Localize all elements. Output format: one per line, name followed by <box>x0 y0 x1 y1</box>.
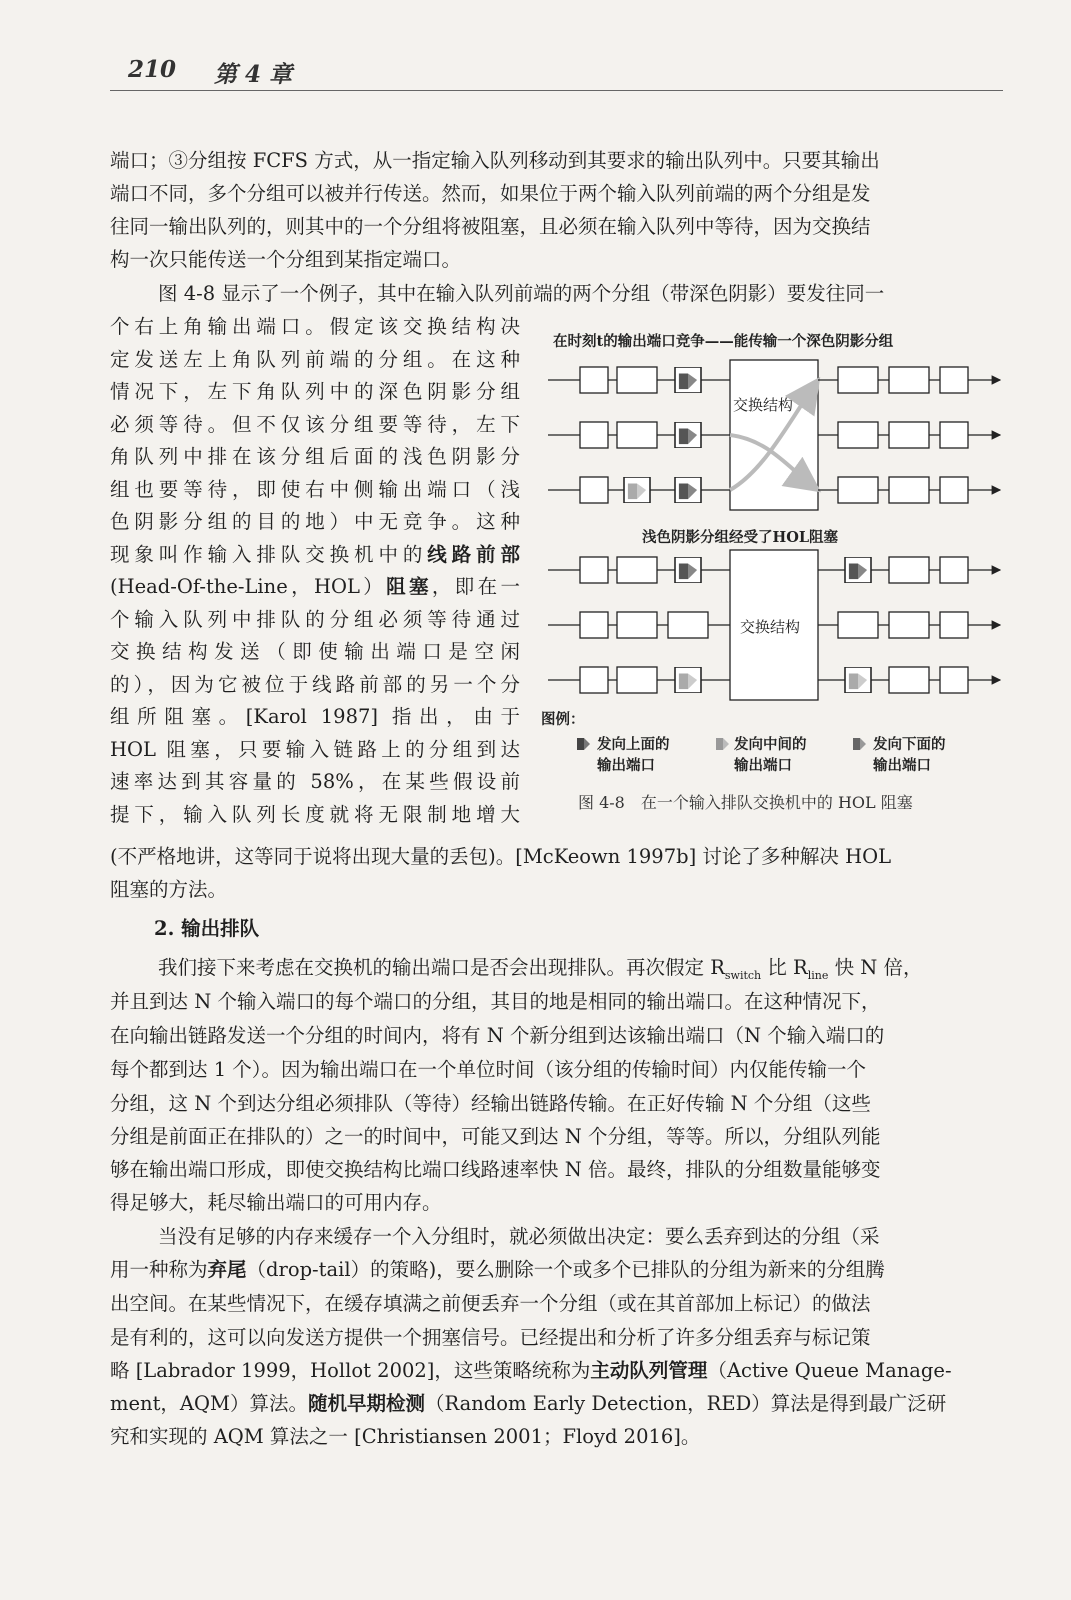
term-hol: 线路前部 <box>427 542 520 566</box>
para4-line-3: 出空间。在某些情况下，在缓存填满之前便丢弃一个分组（或在其首部加上标记）的做法 <box>110 1292 871 1315</box>
bottom-fabric-label: 交换结构 <box>740 618 801 636</box>
wrap-line: 角队列中排在该分组后面的浅色阴影分 <box>110 445 520 468</box>
chapter-header: 第 4 章 <box>214 61 293 88</box>
page-number: 210 <box>128 56 177 83</box>
term-red: 随机早期检测 <box>307 1392 425 1415</box>
para1-line-1: 端口；③分组按 FCFS 方式，从一指定输入队列移动到其要求的输出队列中。只要其输出 <box>110 149 880 172</box>
para3-line-4: 每个都到达 1 个）。因为输出端口在一个单位时间（该分组的传输时间）内仅能传输一个 <box>110 1058 867 1081</box>
svg-text:输出端口: 输出端口 <box>734 757 792 774</box>
top-output-queue-1 <box>818 367 1000 393</box>
para3-line-7: 够在输出端口形成，即使交换结构比端口线路速率快 N 倍。最终，排队的分组数量能够变 <box>110 1158 881 1181</box>
top-input-queue-3 <box>548 477 730 503</box>
legend-upper <box>577 735 670 774</box>
wrap-line: 定发送左上角队列前端的分组。在这种 <box>110 347 520 371</box>
top-output-queue-2 <box>818 422 1000 448</box>
para1-line-4: 构一次只能传送一个分组到某指定端口。 <box>110 248 462 271</box>
section-heading: 2. 输出排队 <box>154 917 260 940</box>
term-blocking: 阻塞 <box>386 575 432 598</box>
wrap-line: 个右上角输出端口。假定该交换结构决 <box>110 315 520 338</box>
term-drop-tail: 弃尾 <box>207 1258 247 1281</box>
svg-text:发向下面的: 发向下面的 <box>873 736 946 753</box>
top-input-queue-2 <box>548 422 730 448</box>
bottom-output-queue-1 <box>818 557 1000 583</box>
hol-blocking-figure <box>530 322 1010 822</box>
para3-line-5: 分组，这 N 个到达分组必须排队（等待）经输出链路传输。在正好传输 N 个分组（这些 <box>110 1092 871 1115</box>
figure-top-title: 在时刻t的输出端口竞争——能传输一个深色阴影分组 <box>553 333 894 350</box>
wrapped-text-column <box>110 311 520 831</box>
para3-line-2: 并且到达 N 个输入端口的每个端口的分组，其目的地是相同的输出端口。在这种情况下， <box>110 990 881 1013</box>
legend-lower <box>853 735 946 774</box>
bottom-input-queue-1 <box>548 557 730 583</box>
wrap-line: 个输入队列中排队的分组必须等待通过 <box>110 607 520 631</box>
wrap-line: 现象叫作输入排队交换机中的线路前部 <box>110 542 520 566</box>
svg-text:发向中间的: 发向中间的 <box>734 736 807 753</box>
para4-line-7: 究和实现的 AQM 算法之一 [Christiansen 2001；Floyd 2016]。 <box>110 1425 701 1448</box>
para4-line-6: ment，AQM）算法。随机早期检测（Random Early Detection，RED）算法是得到最广泛研 <box>110 1392 947 1415</box>
bottom-output-queue-3 <box>818 667 1000 693</box>
para2-first-line: 图 4-8 显示了一个例子，其中在输入队列前端的两个分组（带深色阴影）要发往同一 <box>158 282 885 305</box>
para3-line-6: 分组是前面正在排队的）之一的时间中，可能又到达 N 个分组，等等。所以，分组队列能 <box>110 1125 881 1148</box>
para4-line-4: 是有利的，这可以向发送方提供一个拥塞信号。已经提出和分析了许多分组丢弃与标记策 <box>110 1326 871 1349</box>
para4-line-2: 用一种称为弃尾（drop-tail）的策略)，要么删除一个或多个已排队的分组为新来的分组腾 <box>110 1258 885 1281</box>
wrap-line: 速率达到其容量的 58%，在某些假设前 <box>110 770 520 793</box>
wrap-line: 必须等待。但不仅该分组要等待，左下 <box>110 412 520 436</box>
svg-text:发向上面的: 发向上面的 <box>597 736 670 753</box>
para1-line-2: 端口不同，多个分组可以被并行传送。然而，如果位于两个输入队列前端的两个分组是发 <box>110 182 871 205</box>
wrap-line: 提下，输入队列长度就将无限制地增大 <box>110 802 520 826</box>
bottom-input-queue-2 <box>548 612 730 638</box>
para3-line-1: 我们接下来考虑在交换机的输出端口是否会出现排队。再次假定 $R_{switch}$ 比 $R_{line}$ 快 N 倍， <box>158 956 923 982</box>
header-rule <box>110 90 1003 91</box>
legend-title: 图例： <box>541 711 585 728</box>
para3-line-3: 在向输出链路发送一个分组的时间内，将有 N 个新分组到达该输出端口（N 个输入端口的 <box>110 1024 885 1047</box>
top-input-queue-1 <box>548 367 730 393</box>
top-fabric-label: 交换结构 <box>733 396 794 414</box>
wrap-line: 色阴影分组的目的地）中无竞争。这种 <box>110 510 520 533</box>
wrap-line: HOL 阻塞，只要输入链路上的分组到达 <box>110 737 520 761</box>
top-switch-fabric <box>730 360 818 510</box>
para4-line-1: 当没有足够的内存来缓存一个入分组时，就必须做出决定：要么丢弃到达的分组（采 <box>158 1225 880 1248</box>
svg-text:输出端口: 输出端口 <box>597 757 655 774</box>
para3-line-8: 得足够大，耗尽输出端口的可用内存。 <box>110 1191 442 1214</box>
wrap-line: 情况下，左下角队列中的深色阴影分组 <box>110 380 520 403</box>
term-aqm: 主动队列管理 <box>590 1359 708 1382</box>
wrap-line: 组也要等待，即使右中侧输出端口（浅 <box>110 477 520 501</box>
figure-mid-title: 浅色阴影分组经受了HOL阻塞 <box>642 529 839 546</box>
bottom-output-queue-2 <box>818 612 1000 638</box>
svg-text:输出端口: 输出端口 <box>873 757 931 774</box>
top-output-queue-3 <box>818 477 1000 503</box>
wrap-line: (Head-Of-the-Line，HOL）阻塞，即在一 <box>110 575 520 598</box>
para2-end-line-2: 阻塞的方法。 <box>110 878 228 901</box>
bottom-input-queue-3 <box>548 667 730 693</box>
figure-caption: 图 4-8 在一个输入排队交换机中的 HOL 阻塞 <box>578 793 913 812</box>
wrap-line: 的），因为它被位于线路前部的另一个分 <box>110 672 520 696</box>
para2-end-line-1: (不严格地讲，这等同于说将出现大量的丢包)。[McKeown 1997b] 讨论了多种解决 HOL <box>110 845 892 868</box>
legend-middle <box>716 735 807 774</box>
para4-line-5: 略 [Labrador 1999，Hollot 2002]，这些策略统称为主动队列管理（Active Queue Manage- <box>110 1359 952 1382</box>
wrap-line: 交换结构发送（即使输出端口是空闲 <box>110 640 520 663</box>
wrap-line: 组所阻塞。[Karol 1987] 指出，由于 <box>110 705 520 728</box>
para1-line-3: 往同一输出队列的，则其中的一个分组将被阻塞，且必须在输入队列中等待，因为交换结 <box>110 215 871 238</box>
